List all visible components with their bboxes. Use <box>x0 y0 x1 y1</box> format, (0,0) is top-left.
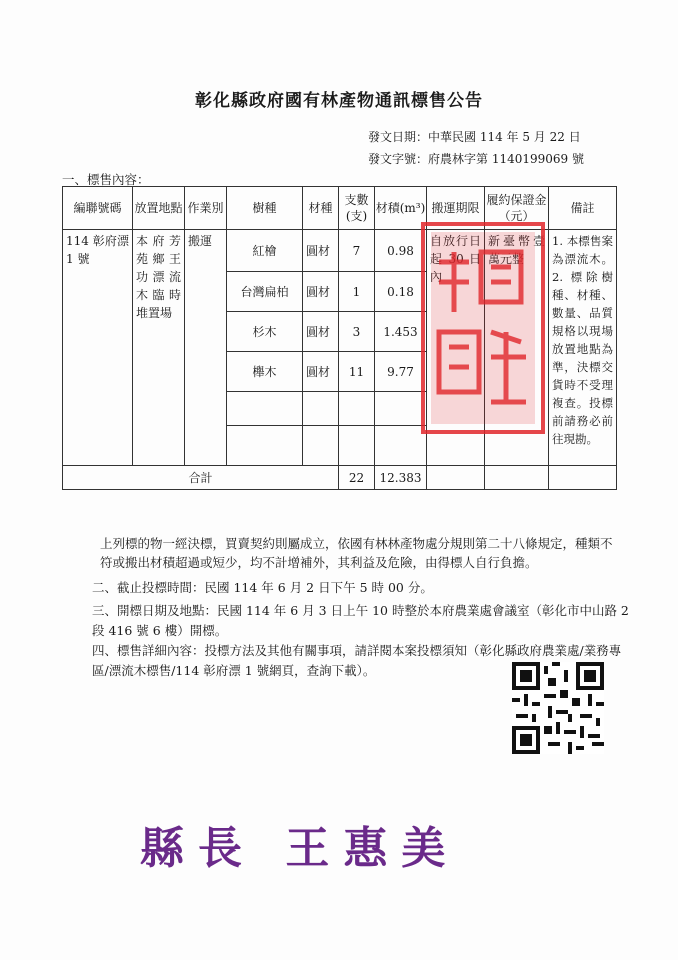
header-material: 材種 <box>303 187 339 230</box>
qr-code <box>512 662 604 754</box>
species-cell: 紅檜 <box>227 230 303 272</box>
volume-cell: 9.77 <box>375 352 427 392</box>
header-lot-no: 編聯號碼 <box>63 187 133 230</box>
document-title: 彰化縣政府國有林產物通訊標售公告 <box>195 91 483 111</box>
count-cell: 1 <box>339 272 375 312</box>
lot-number: 114 彰府漂 1 號 <box>66 234 129 266</box>
issue-number: 發文字號：府農林字第 1140199069 號 <box>368 152 584 166</box>
location: 本府芳苑鄉王功漂流木臨時堆置場 <box>136 234 181 320</box>
material-cell: 圓材 <box>306 364 331 379</box>
terms-paragraph: 上列標的物一經決標，買賣契約則屬成立，依國有林林產物處分規則第二十八條規定，種類不符或搬出材積超過或短少，均不計增補外，其利益及危險，由得標人自行負擔。 <box>100 536 613 570</box>
species-cell: 台灣扁柏 <box>227 272 303 312</box>
material-cell: 圓材 <box>306 324 331 339</box>
mayor-signature: 縣長 王惠美 <box>140 823 460 874</box>
opening-item: 三、開標日期及地點：民國 114 年 6 月 3 日上午 10 時整於本府農業處會議室（彰化市中山路 2 段 416 號 6 樓）開標。 <box>92 603 629 638</box>
header-remarks: 備註 <box>549 187 617 230</box>
issue-date: 發文日期：中華民國 114 年 5 月 22 日 <box>368 130 581 144</box>
count-cell: 11 <box>339 352 375 392</box>
volume-cell: 0.98 <box>375 230 427 272</box>
total-volume: 12.383 <box>375 466 427 490</box>
remarks: 1. 本標售案為漂流木。 2. 標除樹種、材種、數量、品質規格以現場放置地點為準，決標交貨時不受理複查。投標前請務必前往現勘。 <box>552 234 613 446</box>
work-type: 搬運 <box>188 234 213 248</box>
volume-cell: 1.453 <box>375 312 427 352</box>
header-count: 支數(支) <box>339 187 375 230</box>
material-cell: 圓材 <box>306 243 331 258</box>
header-location: 放置地點 <box>133 187 185 230</box>
deadline-item: 二、截止投標時間：民國 114 年 6 月 2 日下午 5 時 00 分。 <box>92 580 433 595</box>
official-seal <box>421 222 545 434</box>
count-cell: 3 <box>339 312 375 352</box>
deadline: 自放行日起 30 日內 <box>430 234 481 284</box>
count-cell: 7 <box>339 230 375 272</box>
section-label: 一、標售內容： <box>62 172 150 187</box>
species-cell: 杉木 <box>227 312 303 352</box>
volume-cell: 0.18 <box>375 272 427 312</box>
material-cell: 圓材 <box>306 284 331 299</box>
total-count: 22 <box>339 466 375 490</box>
header-deposit: 履約保證金（元） <box>485 187 549 230</box>
details-item: 四、標售詳細內容：投標方法及其他有關事項，請詳閱本案投標須知（彰化縣政府農業處/業務專區/漂流木標售/114 彰府漂 1 號網頁，查詢下載）。 <box>92 643 622 678</box>
table-total-row <box>63 466 617 490</box>
deposit: 新臺幣壹萬元整 <box>488 234 545 266</box>
total-label: 合計 <box>63 466 339 490</box>
header-work-type: 作業別 <box>185 187 227 230</box>
header-deadline: 搬運期限 <box>427 187 485 230</box>
header-species: 樹種 <box>227 187 303 230</box>
species-cell: 櫸木 <box>227 352 303 392</box>
header-volume: 材積(m³) <box>375 187 427 230</box>
